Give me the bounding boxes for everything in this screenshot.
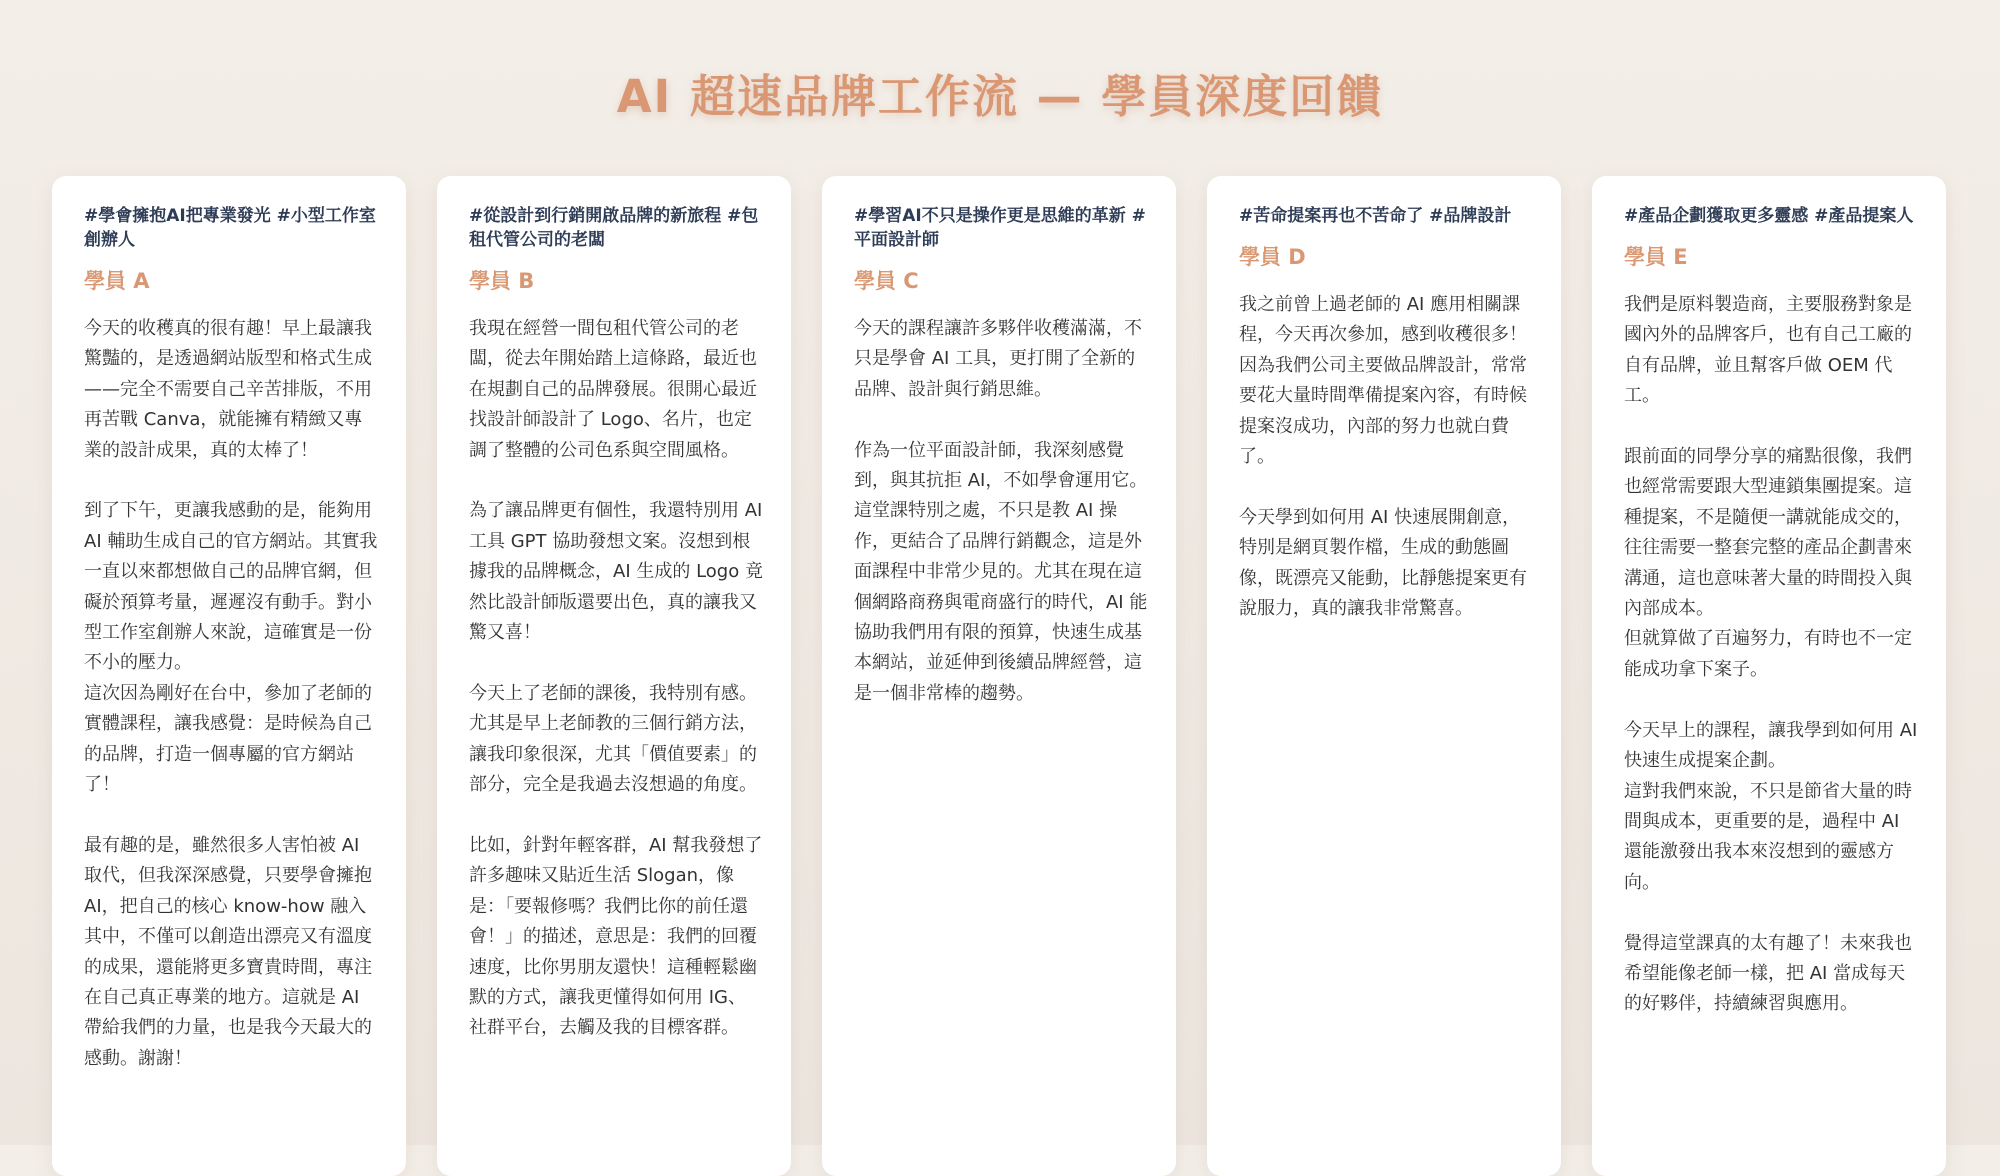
card-tags: #苦命提案再也不苦命了 #品牌設計 — [1239, 206, 1512, 226]
testimonial-text: 我現在經營一間包租代管公司的老闆，從去年開始踏上這條路，最近也在規劃自己的品牌發展。很開心最近找設計師設計了 Logo、名片，也定調了整體的公司色系與空間風格。 為了讓品牌更有個性，我還特別用 AI 工具 GPT 協助發想文案。沒想到根據我的品牌概念，AI 生成的 Logo 竟然比設計師版還要出色，真的讓我又驚又喜！ 今天上了老師的課後，我特別有感。尤其是早上老師教的三個行銷方法，讓我印象很深，尤其「價值要素」的部分，完全是我過去沒想過的角度。 比如，針對年輕客群，AI 幫我發想了許多趣味又貼近生活 Slogan，像是：「要報修嗎？我們比你的前任還會！」的描述，意思是：我們的回覆速度，比你男朋友還快！這種輕鬆幽默的方式，讓我更懂得如何用 IG、社群平台，去觸及我的目標客群。 — [469, 318, 763, 1039]
student-name: 學員 E — [1624, 245, 1688, 269]
testimonial-text: 我之前曾上過老師的 AI 應用相關課程，今天再次參加，感到收穫很多！因為我們公司主要做品牌設計，常常要花大量時間準備提案內容，有時候提案沒成功，內部的努力也就白費了。 今天學到如何用 AI 快速展開創意，特別是網頁製作檔，生成的動態圖像，既漂亮又能動，比靜態提案更有說服力，真的讓我非常驚喜。 — [1239, 294, 1527, 620]
card-tags: #學會擁抱AI把專業發光 #小型工作室創辦人 — [84, 206, 376, 250]
student-name: 學員 A — [84, 269, 150, 293]
testimonial-card-a — [52, 176, 406, 1176]
student-name: 學員 B — [469, 269, 535, 293]
testimonial-card-c — [822, 176, 1176, 1176]
card-tags: #學習AI不只是操作更是思維的革新 #平面設計師 — [854, 206, 1146, 250]
testimonial-card-d — [1207, 176, 1561, 1176]
card-tags: #從設計到行銷開啟品牌的新旅程 #包租代管公司的老闆 — [469, 206, 759, 250]
testimonial-text: 我們是原料製造商，主要服務對象是國內外的品牌客戶，也有自己工廠的自有品牌，並且幫客戶做 OEM 代工。 跟前面的同學分享的痛點很像，我們也經常需要跟大型連鎖集團提案。這種提案，不是隨便一講就能成交的，往往需要一整套完整的產品企劃書來溝通，這也意味著大量的時間投入與內部成本。 但就算做了百遍努力，有時也不一定能成功拿下案子。 今天早上的課程，讓我學到如何用 AI 快速生成提案企劃。 這對我們來說，不只是節省大量的時間與成本，更重要的是，過程中 AI 還能激發出我本來沒想到的靈感方向。 覺得這堂課真的太有趣了！未來我也希望能像老師一樣，把 AI 當成每天的好夥伴，持續練習與應用。 — [1624, 294, 1918, 1015]
testimonial-cards — [52, 176, 1948, 1176]
testimonial-text: 今天的課程讓許多夥伴收穫滿滿，不只是學會 AI 工具，更打開了全新的品牌、設計與行銷思維。 作為一位平面設計師，我深刻感覺到，與其抗拒 AI，不如學會運用它。這堂課特別之處，不只是教 AI 操作，更結合了品牌行銷觀念，這是外面課程中非常少見的。尤其在現在這個網路商務與電商盛行的時代，AI 能協助我們用有限的預算，快速生成基本網站，並延伸到後續品牌經營，這是一個非常棒的趨勢。 — [854, 318, 1148, 704]
testimonial-text: 今天的收穫真的很有趣！早上最讓我驚豔的，是透過網站版型和格式生成——完全不需要自己辛苦排版，不用再苦戰 Canva，就能擁有精緻又專業的設計成果，真的太棒了！ 到了下午，更讓我感動的是，能夠用 AI 輔助生成自己的官方網站。其實我一直以來都想做自己的品牌官網，但礙於預算考量，遲遲沒有動手。對小型工作室創辦人來說，這確實是一份不小的壓力。 這次因為剛好在台中，參加了老師的實體課程，讓我感覺：是時候為自己的品牌，打造一個專屬的官方網站了！ 最有趣的是，雖然很多人害怕被 AI 取代，但我深深感覺，只要學會擁抱 AI，把自己的核心 know-how 融入其中，不僅可以創造出漂亮又有溫度的成果，還能將更多寶貴時間，專注在自己真正專業的地方。這就是 AI 帶給我們的力量，也是我今天最大的感動。謝謝！ — [84, 318, 378, 1069]
page-title: AI 超速品牌工作流 — 學員深度回饋 — [616, 70, 1384, 123]
testimonial-card-e — [1592, 176, 1946, 1176]
student-name: 學員 C — [854, 269, 919, 293]
student-name: 學員 D — [1239, 245, 1306, 269]
card-tags: #產品企劃獲取更多靈感 #產品提案人 — [1624, 206, 1914, 226]
testimonial-card-b — [437, 176, 791, 1176]
